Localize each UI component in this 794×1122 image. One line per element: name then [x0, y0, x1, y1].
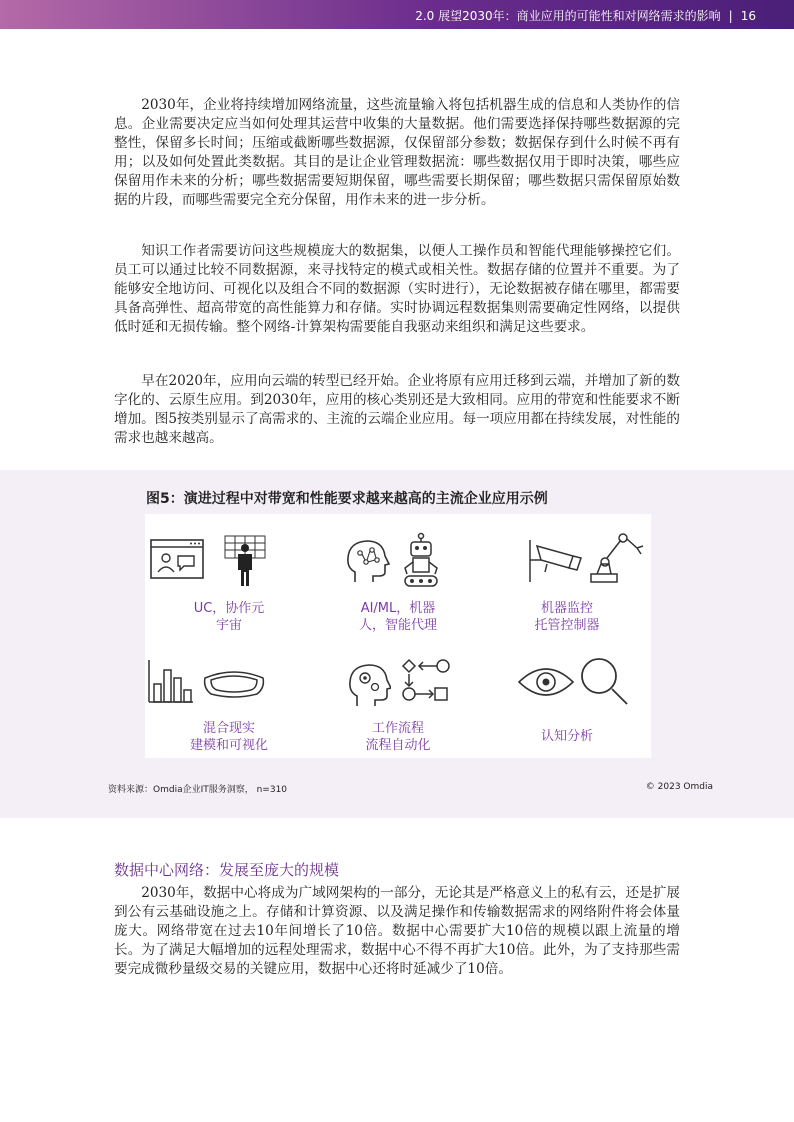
figure-source: 资料来源：Omdia企业IT服务洞察， n=310	[108, 785, 288, 795]
figure-title: 图5：演进过程中对带宽和性能要求越来越高的主流企业应用示例	[146, 491, 548, 507]
figure-item-caption	[483, 728, 651, 745]
figure-item-mixed-reality	[145, 638, 313, 758]
vr-headset-icon	[201, 666, 267, 698]
ai-brain-icon	[345, 538, 391, 586]
paragraph-4: 2030年，数据中心将成为广域网架构的一部分，无论其是严格意义上的私有云，还是扩展到公有云基础设施之上。存储和计算资源、以及满足操作和传输数据需求的网络附件将会体量庞大。网络带宽在过去10年间增长了10倍。数据中心需要扩大10倍的规模以跟上流量的增长。为了满足大幅增加的远程处理需求，数据中心不得不再扩大10倍。此外，为了支持那些需要完成微秒量级交易的关键应用，数据中心还将时延减少了10倍。	[114, 885, 680, 977]
header-title: 2.0 展望2030年：商业应用的可能性和对网络需求的影响	[415, 9, 721, 23]
surveillance-camera-icon	[527, 538, 583, 584]
eye-icon	[517, 662, 575, 702]
robotic-arm-icon	[587, 532, 647, 584]
paragraph-3: 早在2020年，应用向云端的转型已经开始。企业将原有应用迁移到云端，并增加了新的数字化的、云原生应用。到2030年，应用的核心类别还是大致相同。应用的带宽和性能要求不断增加。图5按类别显示了高需求的、主流的云端企业应用。每一项应用都在持续发展，对性能的需求也越来越高。	[114, 373, 680, 446]
figure-copyright: © 2023 Omdia	[645, 782, 713, 792]
caption-line-1: UC，协作元	[193, 601, 265, 616]
caption-line-1: AI/ML，机器	[360, 601, 436, 616]
paragraph-2: 知识工作者需要访问这些规模庞大的数据集，以便人工操作员和智能代理能够操控它们。员工可以通过比较不同数据源，来寻找特定的模式或相关性。数据存储的位置并不重要。为了能够安全地访问、可视化以及组合不同的数据源（实时进行），无论数据被存储在哪里，都需要具备高弹性、超高带宽的高性能算力和存储。实时协调远程数据集则需要确定性网络，以提供低时延和无损传输。整个网络-计算架构需要能自我驱动来组织和满足这些要求。	[114, 243, 680, 335]
caption-line-1: 认知分析	[540, 729, 593, 744]
caption-line-2: 宇宙	[215, 618, 242, 633]
caption-line-1: 工作流程	[371, 721, 424, 736]
figure-item-caption	[145, 720, 313, 754]
figure-item-monitoring	[483, 514, 651, 636]
figure-panel	[145, 514, 651, 758]
caption-line-2: 人，智能代理	[358, 618, 437, 633]
page-number: 16	[740, 9, 756, 23]
figure-item-caption	[313, 600, 483, 634]
paragraph-1: 2030年，企业将持续增加网络流量，这些流量输入将包括机器生成的信息和人类协作的信息。企业需要决定应当如何处理其运营中收集的大量数据。他们需要选择保持哪些数据源的完整性，保留多长时间；压缩或截断哪些数据源，仅保留部分参数；数据保存到什么时候不再有用；以及如何处置此类数据。其目的是让企业管理数据流：哪些数据仅用于即时决策，哪些应保留用作未来的分析；哪些数据需要短期保留，哪些需要长期保留；哪些数据只需保留原始数据的片段，而哪些需要完全充分保留，用作未来的进一步分析。	[114, 97, 680, 208]
caption-line-2: 托管控制器	[534, 618, 600, 633]
header-separator: |	[728, 9, 733, 23]
workflow-icon	[401, 656, 451, 710]
magnifier-icon	[577, 654, 633, 710]
figure-item-ai	[313, 514, 483, 636]
figure-item-caption	[145, 600, 313, 634]
caption-line-1: 混合现实	[202, 721, 255, 736]
header-bar	[0, 0, 794, 29]
caption-line-2: 建模和可视化	[189, 738, 268, 753]
figure-item-cognitive	[483, 638, 651, 758]
figure-item-uc	[145, 514, 313, 636]
video-call-icon	[149, 536, 209, 584]
metaverse-avatar-icon	[223, 534, 267, 588]
section-heading: 数据中心网络：发展至庞大的规模	[114, 861, 340, 879]
bar-chart-icon	[147, 658, 195, 704]
robot-icon	[399, 532, 443, 588]
figure-item-caption	[313, 720, 483, 754]
header-text	[415, 7, 756, 24]
caption-line-1: 机器监控	[540, 601, 593, 616]
figure-item-workflow	[313, 638, 483, 758]
figure-item-caption	[483, 600, 651, 634]
caption-line-2: 流程自动化	[365, 738, 431, 753]
gear-head-icon	[347, 660, 391, 708]
